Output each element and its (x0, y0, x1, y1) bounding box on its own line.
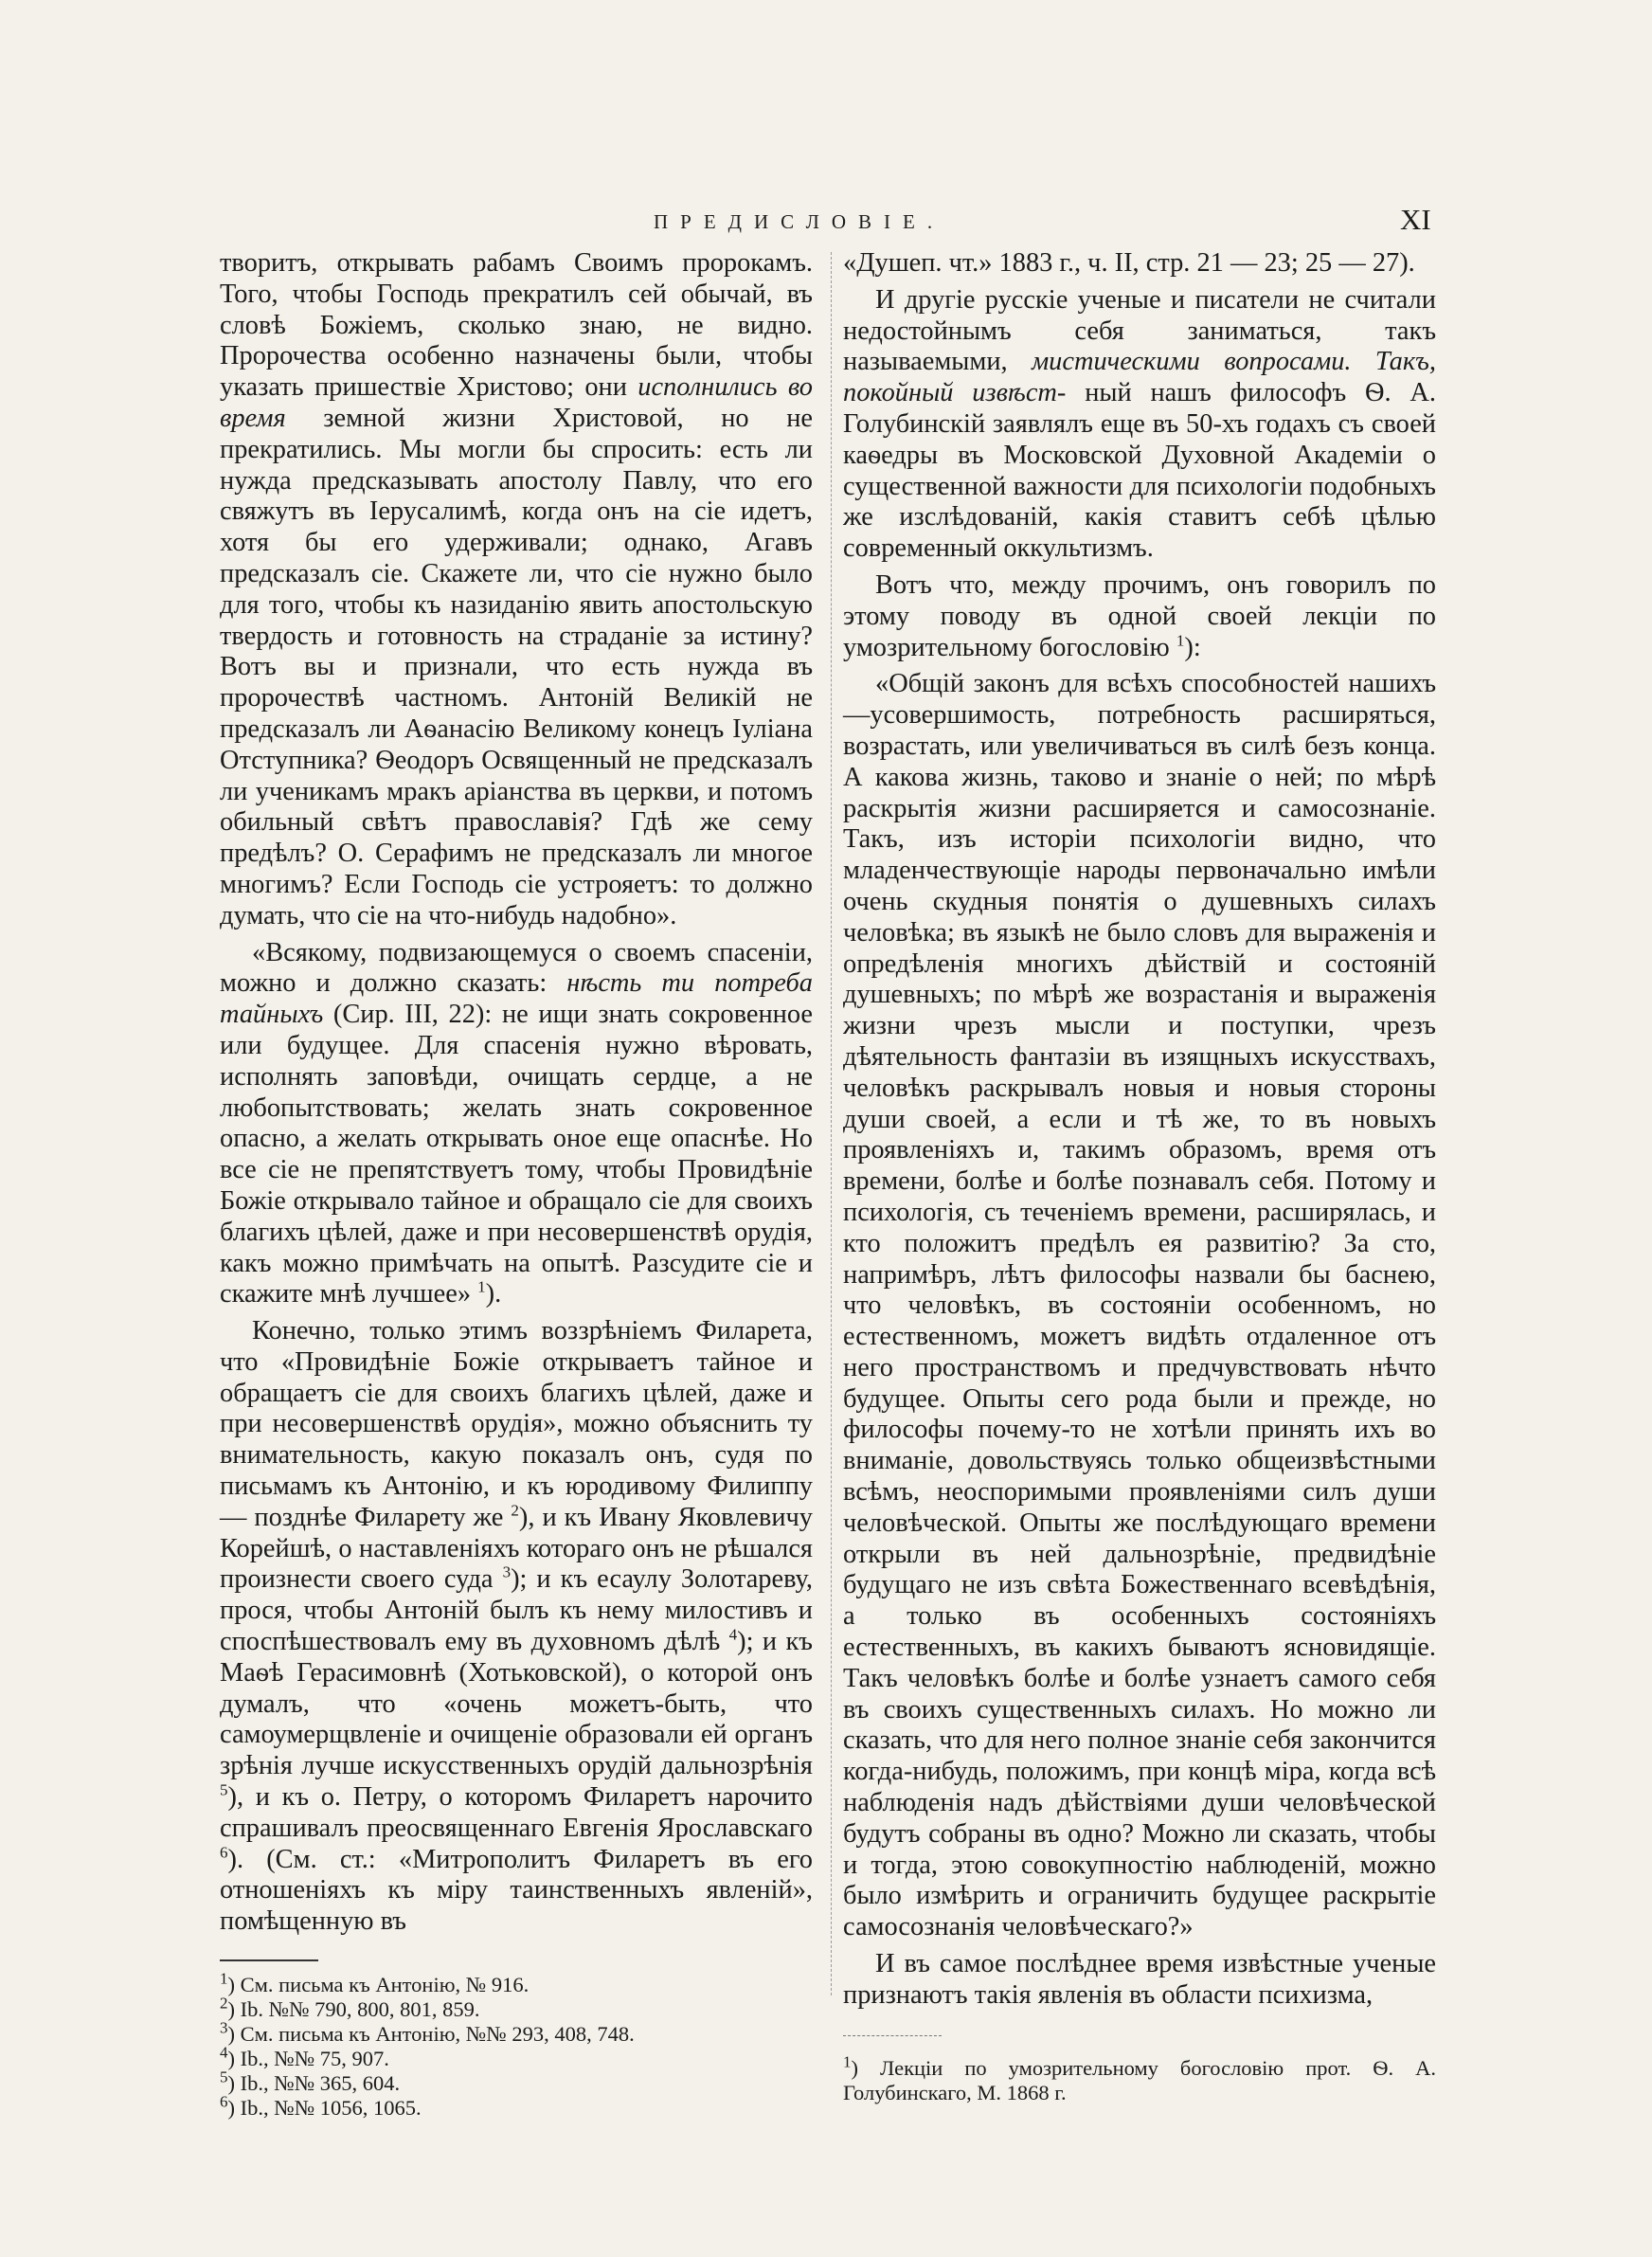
right-column (843, 248, 1436, 2017)
footnote-rule (843, 2035, 942, 2036)
footnote: $^1$) Лекціи по умозрительному богословію прот. Ѳ. А. Голубинскаго, М. 1868 г. (843, 2052, 1436, 2104)
footnote-ref: 4 (728, 1625, 738, 1644)
paragraph: «Всякому, подвизающемуся о своемъ спасеніи, можно и должно сказать: нѣсть ти потреба тайныхъ (Сир. III, 22): не ищи знать сокровенное или будущее. Для спасенія нужно вѣровать, исполнять заповѣди, очищать сердце, а не любопытствовать; желать знать сокровенное опасно, а желать открывать оное еще опаснѣе. Но все сіе не препятствуетъ тому, чтобы Провидѣніе Божіе открывало тайное и обращало сіе для своихъ благихъ цѣлей, даже и при несовершенствѣ орудія, какъ можно примѣчать на опытѣ. Разсудите сіе и скажите мнѣ лучшее» $^1$). (220, 937, 813, 1309)
footnote-ref: 3 (502, 1563, 512, 1581)
paragraph: «Общій законъ для всѣхъ способностей нашихъ—усовершимость, потребность расширяться, возрастать, или увеличиваться въ силѣ безъ конца. А какова жизнь, таково и знаніе о ней; по мѣрѣ раскрытія жизни расширяется и самосознаніе. Такъ, изъ исторіи психологіи видно, что младенчествующіе народы первоначально имѣли очень скудныя понятія о душевныхъ силахъ человѣка; въ языкѣ не было словъ для выраженія и опредѣленія многихъ дѣйствій и состояній душевныхъ; по мѣрѣ же возрастанія и выраженія жизни чрезъ мысли и поступки, чрезъ дѣятельность фантазіи въ изящныхъ искусствахъ, человѣкъ раскрывалъ новыя и новыя стороны души своей, а если и тѣ же, то въ новыхъ проявленіяхъ и, такимъ образомъ, время отъ времени, болѣе и болѣе познавалъ себя. Потому и психологія, съ теченіемъ времени, расширялась, и кто положитъ предѣлъ ея развитію? За сто, напримѣръ, лѣтъ философы назвали бы баснею, что человѣкъ, въ состояніи особенномъ, но естественномъ, можетъ видѣть отдаленное отъ него пространствомъ и предчувствовать нѣчто будущее. Опыты сего рода были и прежде, но философы почему-то не хотѣли принять ихъ во вниманіе, довольствуясь только общеизвѣстными всѣмъ, неоспоримыми проявленіями силъ души человѣческой. Опыты же послѣдующаго времени открыли въ ней дальнозрѣніе, предвидѣніе будущаго не изъ свѣта Божественнаго всевѣдѣнія, а только въ особенныхъ состояніяхъ естественныхъ, въ какихъ бываютъ ясновидящіе. Такъ человѣкъ болѣе и болѣе узнаетъ самого себя въ своихъ существенныхъ силахъ. Но можно ли сказать, что для него полное знаніе себя закончится когда-нибудь, положимъ, при концѣ міра, когда всѣ наблюденія надъ дѣйствіями души человѣческой будутъ собраны въ одно? Можно ли сказать, чтобы и тогда, этою совокупностію наблюденій, можно было измѣрить и ограничить будущее раскрытіе самосознанія человѣческаго?» (843, 669, 1436, 1942)
footnote: $^3$) См. письма къ Антонію, №№ 293, 408, 748. (220, 2018, 635, 2046)
paragraph: И въ самое послѣднее время извѣстные ученые признаютъ такія явленія въ области психизма, (843, 1949, 1436, 2010)
footnote: $^2$) Ib. №№ 790, 800, 801, 859. (220, 1994, 480, 2021)
paragraph: «Душеп. чт.» 1883 г., ч. II, стр. 21 — 23; 25 — 27). (843, 248, 1415, 278)
paragraph: Вотъ что, между прочимъ, онъ говорилъ по этому поводу въ одной своей лекціи по умозрительному богословію $^1$): (843, 569, 1436, 662)
footnote-ref: 6 (220, 1843, 228, 1862)
paragraph: творитъ, открывать рабамъ Своимъ пророкамъ. Того, чтобы Господь прекратилъ сей обычай, въ словѣ Божіемъ, сколько знаю, не видно. Пророчества особенно назначены были, чтобы указать пришествіе Христово; они исполнились во время земной жизни Христовой, но не прекратились. Мы могли бы спросить: есть ли нужда предсказывать апостолу Павлу, что его свяжутъ въ Іерусалимѣ, когда онъ на сіе идетъ, хотя бы его удерживали; однако, Агавъ предсказалъ сіе. Скажете ли, что сіе нужно было для того, чтобы къ назиданію явить апостольскую твердость и готовность на страданіе за истину? Вотъ вы и признали, что есть нужда въ пророчествѣ частномъ. Антоній Великій не предсказалъ ли Аѳанасію Великому конецъ Іуліана Отступника? Ѳеодоръ Освященный не предсказалъ ли ученикамъ мракъ аріанства въ церкви, и потомъ обильный свѣтъ православія? Гдѣ же сему предѣлъ? О. Серафимъ не предсказалъ ли многое многимъ? Если Господь сіе устрояетъ: то должно думать, что сіе на что-нибудь надобно». (220, 248, 813, 930)
footnote-ref: 5 (220, 1780, 228, 1799)
paragraph: Конечно, только этимъ воззрѣніемъ Филарета, что «Провидѣніе Божіе открываетъ тайное и обращаетъ сіе для своихъ благихъ цѣлей, даже и при несовершенствѣ орудія», можно объяснить ту внимательность, какую показалъ онъ, судя по письмамъ къ Антонію, и къ юродивому Филиппу — позднѣе Филарету же $^2$), и къ Ивану Яковлевичу Корейшѣ, о наставленіяхъ котораго онъ не рѣшался произнести своего суда $^3$); и къ есаулу Золотареву, прося, чтобы Антоній былъ къ нему милостивъ и споспѣшествовалъ ему въ духовномъ дѣлѣ $^4$); и къ Маѳѣ Герасимовнѣ (Хотьковской), о которой онъ думалъ, что «очень можетъ-быть, что самоумерщвленіе и очищеніе образовали ей органъ зрѣнія лучше искусственныхъ орудій дальнозрѣнія $^5$), и къ о. Петру, о которомъ Филаретъ нарочито спрашивалъ преосвященнаго Евгенія Ярославскаго $^6$). (См. ст.: «Митрополитъ Филаретъ въ его отношеніяхъ къ міру таинственныхъ явленій», помѣщенную въ (220, 1316, 813, 1937)
paragraph: И другіе русскіе ученые и писатели не считали недостойнымъ себя заниматься, такъ называемыми, мистическими вопросами. Такъ, покойный извѣст- ный нашъ философъ Ѳ. А. Голубинскій заявлялъ еще въ 50-хъ годахъ съ своей каѳедры въ Московской Духовной Академіи о существенной важности для психологіи подобныхъ же изслѣдованій, какія ставитъ себѣ цѣлью современный оккультизмъ. (843, 284, 1436, 564)
footnote: $^1$) См. письма къ Антонію, № 916. (220, 1969, 530, 1996)
footnote: $^5$) Ib., №№ 365, 604. (220, 2067, 401, 2095)
footnotes-left (220, 1969, 788, 2121)
left-column (220, 248, 813, 1943)
page-number: XI (1400, 203, 1431, 236)
footnote-rule (220, 1959, 318, 1961)
footnote-ref: 1 (1176, 631, 1185, 650)
footnote: $^6$) Ib., №№ 1056, 1065. (220, 2092, 422, 2120)
footnotes-right (843, 2052, 1436, 2105)
footnote-ref: 2 (511, 1501, 519, 1520)
column-divider (831, 252, 832, 1995)
footnote: $^4$) Ib., №№ 75, 907. (220, 2043, 389, 2070)
footnote-ref: 1 (477, 1277, 486, 1296)
running-title: ПРЕДИСЛОВІЕ. (654, 210, 945, 233)
